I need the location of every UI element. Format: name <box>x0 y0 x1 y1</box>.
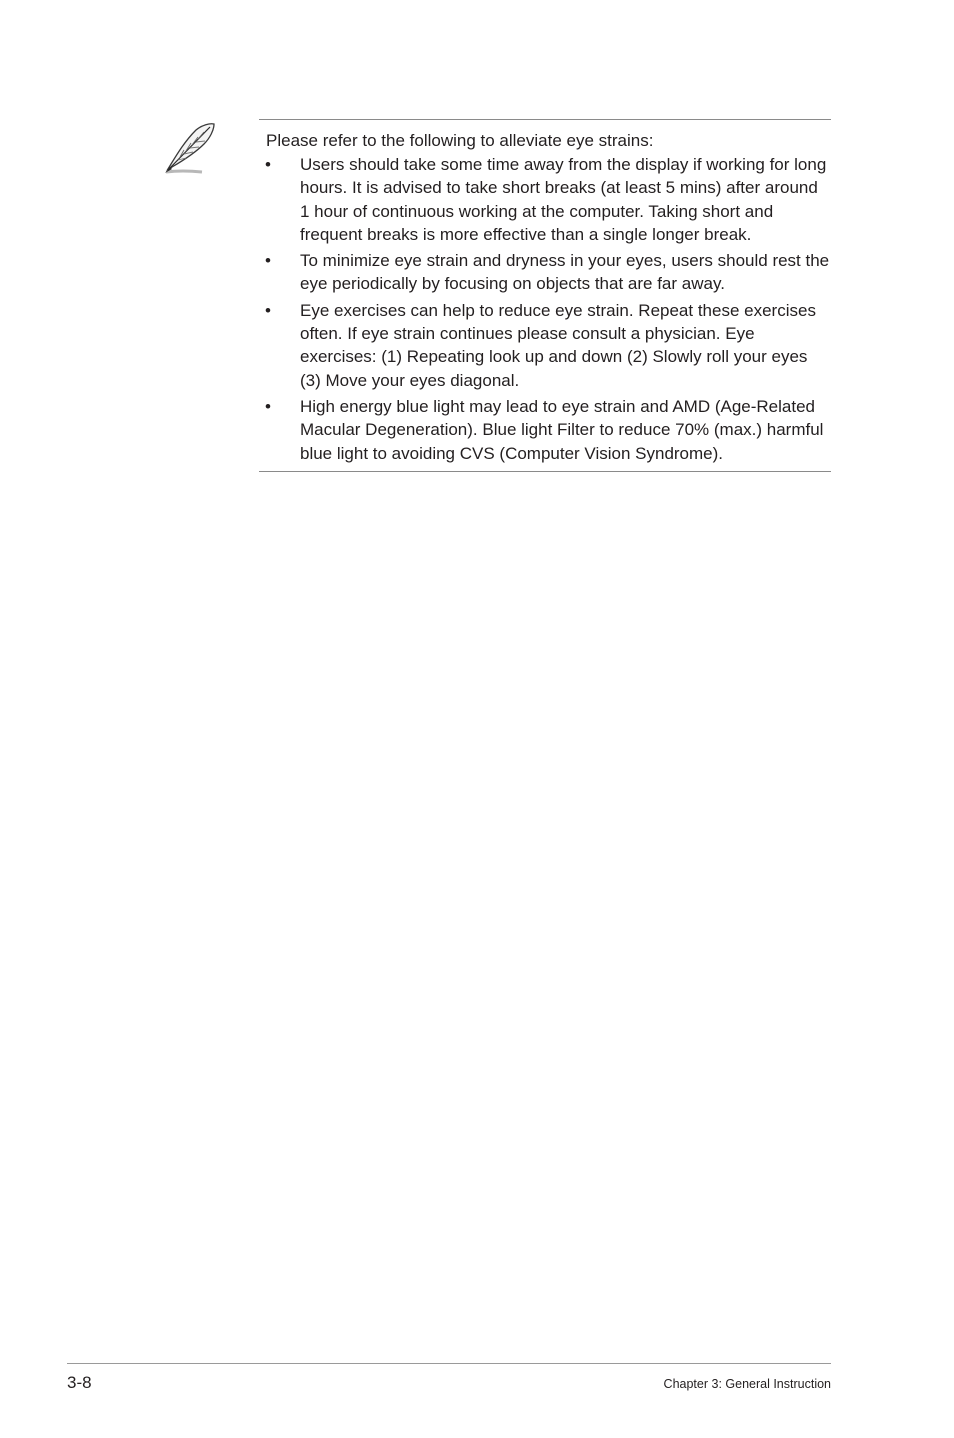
list-item <box>259 249 831 296</box>
list-item-text: High energy blue light may lead to eye strain and AMD (Age-Related Macular Degeneration). Blue light Filter to reduce 70% (max.) harmful blue light to avoiding CVS (Computer Vision Syndrome). <box>300 396 824 463</box>
note-list <box>259 153 831 465</box>
footer-divider <box>67 1363 831 1364</box>
list-item <box>259 153 831 246</box>
list-item-text: Eye exercises can help to reduce eye strain. Repeat these exercises often. If eye strain continues please consult a physician. Eye exercises: (1) Repeating look up and down (2) Slowly roll your eyes (3) Move your eyes diagonal. <box>300 300 816 390</box>
note-intro: Please refer to the following to alleviate eye strains: <box>266 131 654 150</box>
bullet: • <box>265 155 271 174</box>
bullet: • <box>265 396 271 416</box>
list-item-text: Users should take some time away from the display if working for long hours. It is advised to take short breaks (at least 5 mins) after around 1 hour of continuous working at the computer. Taking short and frequent breaks is more effective than a single longer break. <box>300 155 827 244</box>
bullet: • <box>265 251 271 271</box>
page-number: 3-8 <box>67 1373 92 1392</box>
list-item <box>259 395 831 465</box>
note-block <box>259 119 831 472</box>
list-item-text: To minimize eye strain and dryness in your eyes, users should rest the eye periodically by focusing on objects that are far away. <box>300 251 830 294</box>
bullet: • <box>265 300 271 320</box>
list-item <box>259 299 831 392</box>
chapter-title: Chapter 3: General Instruction <box>663 1377 831 1391</box>
feather-pen-icon <box>162 120 218 178</box>
